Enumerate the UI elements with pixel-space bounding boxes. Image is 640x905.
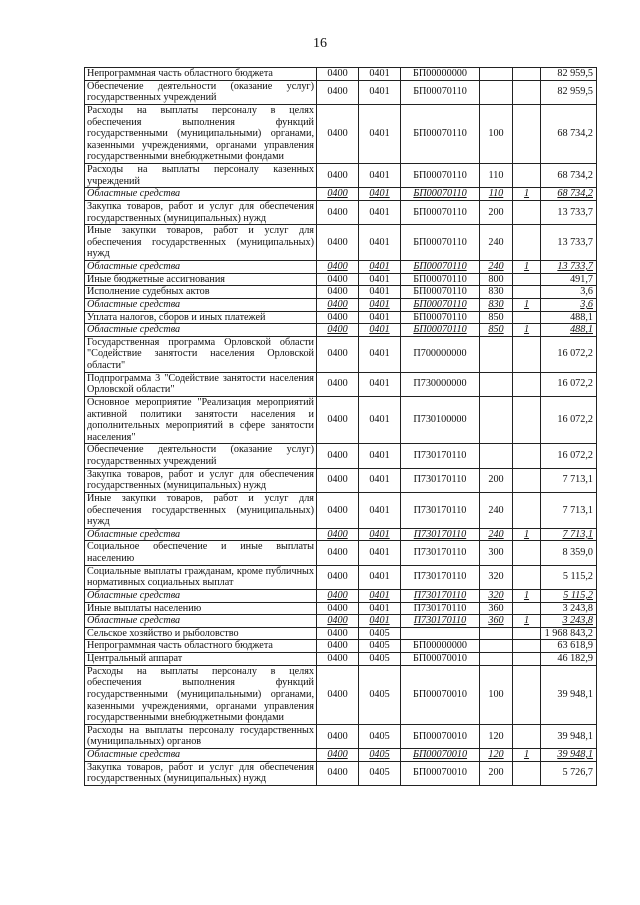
cell-section: 0400 <box>317 68 359 81</box>
cell-subsection: 0401 <box>359 372 401 396</box>
cell-section: 0400 <box>317 724 359 748</box>
cell-expense-type <box>480 336 513 372</box>
cell-target-article: БП00070110 <box>401 261 480 274</box>
cell-target-article: БП00070110 <box>401 80 480 104</box>
cell-subsection: 0401 <box>359 104 401 163</box>
cell-funding-source <box>513 372 541 396</box>
cell-subsection: 0405 <box>359 665 401 724</box>
cell-target-article: П700000000 <box>401 336 480 372</box>
cell-expense-type <box>480 68 513 81</box>
cell-amount: 68 734,2 <box>541 104 597 163</box>
cell-funding-source <box>513 565 541 589</box>
cell-section: 0400 <box>317 273 359 286</box>
cell-section: 0400 <box>317 541 359 565</box>
cell-target-article: БП00070110 <box>401 298 480 311</box>
cell-target-article: БП00070110 <box>401 286 480 299</box>
cell-section: 0400 <box>317 261 359 274</box>
cell-amount: 68 734,2 <box>541 164 597 188</box>
cell-funding-source <box>513 80 541 104</box>
table-row <box>85 665 597 724</box>
cell-amount: 68 734,2 <box>541 188 597 201</box>
cell-amount: 16 072,2 <box>541 396 597 444</box>
cell-name: Иные бюджетные ассигнования <box>85 273 317 286</box>
cell-amount: 5 115,2 <box>541 589 597 602</box>
cell-funding-source: 1 <box>513 261 541 274</box>
cell-target-article: П730170110 <box>401 589 480 602</box>
cell-amount: 13 733,7 <box>541 225 597 261</box>
cell-expense-type: 200 <box>480 468 513 492</box>
cell-name: Социальное обеспечение и иные выплаты населению <box>85 541 317 565</box>
table-row <box>85 761 597 785</box>
cell-subsection: 0401 <box>359 188 401 201</box>
cell-amount: 3 243,8 <box>541 602 597 615</box>
cell-name: Обеспечение деятельности (оказание услуг) государственных учреждений <box>85 80 317 104</box>
cell-section: 0400 <box>317 324 359 337</box>
cell-name: Подпрограмма 3 "Содействие занятости населения Орловской области" <box>85 372 317 396</box>
cell-name: Областные средства <box>85 298 317 311</box>
table-row <box>85 225 597 261</box>
cell-target-article: БП00070110 <box>401 104 480 163</box>
cell-subsection: 0401 <box>359 396 401 444</box>
cell-subsection: 0405 <box>359 640 401 653</box>
cell-target-article: П730170110 <box>401 565 480 589</box>
cell-name: Областные средства <box>85 261 317 274</box>
cell-target-article: БП00070110 <box>401 311 480 324</box>
cell-subsection: 0401 <box>359 200 401 224</box>
table-row <box>85 104 597 163</box>
cell-amount: 3,6 <box>541 286 597 299</box>
cell-section: 0400 <box>317 80 359 104</box>
cell-amount: 16 072,2 <box>541 372 597 396</box>
cell-expense-type <box>480 640 513 653</box>
cell-target-article: БП00070010 <box>401 653 480 666</box>
cell-name: Иные выплаты населению <box>85 602 317 615</box>
cell-subsection: 0401 <box>359 444 401 468</box>
cell-amount: 39 948,1 <box>541 665 597 724</box>
cell-amount: 491,7 <box>541 273 597 286</box>
cell-subsection: 0405 <box>359 653 401 666</box>
cell-expense-type: 360 <box>480 602 513 615</box>
cell-name: Обеспечение деятельности (оказание услуг) государственных учреждений <box>85 444 317 468</box>
cell-subsection: 0401 <box>359 541 401 565</box>
cell-amount: 16 072,2 <box>541 336 597 372</box>
table-row <box>85 541 597 565</box>
cell-expense-type: 120 <box>480 724 513 748</box>
cell-funding-source <box>513 311 541 324</box>
cell-funding-source <box>513 164 541 188</box>
cell-funding-source <box>513 761 541 785</box>
table-row <box>85 286 597 299</box>
cell-amount: 39 948,1 <box>541 749 597 762</box>
cell-amount: 82 959,5 <box>541 68 597 81</box>
cell-funding-source: 1 <box>513 528 541 541</box>
cell-target-article: П730170110 <box>401 492 480 528</box>
cell-section: 0400 <box>317 311 359 324</box>
cell-funding-source <box>513 602 541 615</box>
cell-name: Центральный аппарат <box>85 653 317 666</box>
cell-subsection: 0401 <box>359 261 401 274</box>
cell-subsection: 0401 <box>359 225 401 261</box>
cell-subsection: 0401 <box>359 298 401 311</box>
table-row <box>85 298 597 311</box>
cell-subsection: 0401 <box>359 336 401 372</box>
cell-section: 0400 <box>317 615 359 628</box>
cell-section: 0400 <box>317 665 359 724</box>
cell-section: 0400 <box>317 444 359 468</box>
cell-name: Расходы на выплаты персоналу казенных учреждений <box>85 164 317 188</box>
cell-funding-source <box>513 104 541 163</box>
cell-expense-type <box>480 653 513 666</box>
cell-target-article: БП00000000 <box>401 640 480 653</box>
cell-amount: 7 713,1 <box>541 468 597 492</box>
cell-name: Непрограммная часть областного бюджета <box>85 640 317 653</box>
cell-subsection: 0405 <box>359 627 401 640</box>
cell-expense-type: 200 <box>480 200 513 224</box>
cell-target-article: П730170110 <box>401 602 480 615</box>
cell-section: 0400 <box>317 104 359 163</box>
cell-funding-source <box>513 444 541 468</box>
cell-name: Сельское хозяйство и рыболовство <box>85 627 317 640</box>
cell-target-article: П730170110 <box>401 444 480 468</box>
cell-subsection: 0401 <box>359 565 401 589</box>
cell-section: 0400 <box>317 164 359 188</box>
table-row <box>85 749 597 762</box>
cell-name: Исполнение судебных актов <box>85 286 317 299</box>
cell-funding-source: 1 <box>513 615 541 628</box>
table-row <box>85 311 597 324</box>
table-row <box>85 602 597 615</box>
cell-subsection: 0405 <box>359 749 401 762</box>
cell-expense-type: 800 <box>480 273 513 286</box>
cell-amount: 3,6 <box>541 298 597 311</box>
cell-subsection: 0401 <box>359 311 401 324</box>
cell-expense-type <box>480 627 513 640</box>
cell-name: Непрограммная часть областного бюджета <box>85 68 317 81</box>
table-row <box>85 444 597 468</box>
cell-expense-type <box>480 80 513 104</box>
cell-expense-type: 110 <box>480 188 513 201</box>
cell-amount: 5 115,2 <box>541 565 597 589</box>
cell-target-article: П730000000 <box>401 372 480 396</box>
cell-expense-type: 240 <box>480 261 513 274</box>
cell-target-article: БП00070110 <box>401 164 480 188</box>
page-number: 16 <box>313 36 327 51</box>
table-row <box>85 164 597 188</box>
cell-name: Закупка товаров, работ и услуг для обеспечения государственных (муниципальных) нужд <box>85 200 317 224</box>
cell-target-article: П730170110 <box>401 528 480 541</box>
cell-subsection: 0401 <box>359 615 401 628</box>
cell-section: 0400 <box>317 286 359 299</box>
cell-amount: 16 072,2 <box>541 444 597 468</box>
cell-funding-source <box>513 273 541 286</box>
cell-name: Областные средства <box>85 188 317 201</box>
cell-amount: 7 713,1 <box>541 528 597 541</box>
cell-subsection: 0405 <box>359 761 401 785</box>
cell-section: 0400 <box>317 640 359 653</box>
cell-target-article: П730170110 <box>401 615 480 628</box>
cell-section: 0400 <box>317 589 359 602</box>
cell-name: Расходы на выплаты персоналу государственных (муниципальных) органов <box>85 724 317 748</box>
cell-section: 0400 <box>317 492 359 528</box>
cell-amount: 46 182,9 <box>541 653 597 666</box>
table-row <box>85 273 597 286</box>
cell-expense-type: 240 <box>480 492 513 528</box>
cell-amount: 488,1 <box>541 311 597 324</box>
cell-target-article: БП00070110 <box>401 200 480 224</box>
table-row <box>85 336 597 372</box>
cell-subsection: 0401 <box>359 164 401 188</box>
table-row <box>85 468 597 492</box>
cell-amount: 488,1 <box>541 324 597 337</box>
table-row <box>85 589 597 602</box>
cell-target-article: П730170110 <box>401 468 480 492</box>
cell-subsection: 0401 <box>359 589 401 602</box>
cell-expense-type: 240 <box>480 225 513 261</box>
cell-name: Государственная программа Орловской области "Содействие занятости населения Орловской области" <box>85 336 317 372</box>
cell-expense-type <box>480 372 513 396</box>
table-row <box>85 565 597 589</box>
cell-amount: 8 359,0 <box>541 541 597 565</box>
cell-amount: 82 959,5 <box>541 80 597 104</box>
cell-expense-type: 850 <box>480 311 513 324</box>
cell-section: 0400 <box>317 225 359 261</box>
cell-target-article: БП00070010 <box>401 724 480 748</box>
table-row <box>85 188 597 201</box>
cell-name: Областные средства <box>85 749 317 762</box>
cell-funding-source <box>513 665 541 724</box>
table-row <box>85 324 597 337</box>
table-row <box>85 68 597 81</box>
cell-target-article <box>401 627 480 640</box>
cell-target-article: П730100000 <box>401 396 480 444</box>
cell-expense-type: 300 <box>480 541 513 565</box>
table-row <box>85 627 597 640</box>
cell-funding-source <box>513 200 541 224</box>
cell-subsection: 0401 <box>359 468 401 492</box>
cell-target-article: БП00000000 <box>401 68 480 81</box>
budget-table-body <box>85 68 597 786</box>
cell-funding-source <box>513 653 541 666</box>
cell-funding-source <box>513 627 541 640</box>
cell-amount: 7 713,1 <box>541 492 597 528</box>
cell-funding-source <box>513 724 541 748</box>
table-row <box>85 724 597 748</box>
table-row <box>85 653 597 666</box>
cell-section: 0400 <box>317 602 359 615</box>
cell-subsection: 0401 <box>359 68 401 81</box>
cell-name: Иные закупки товаров, работ и услуг для обеспечения государственных (муниципальных) нужд <box>85 492 317 528</box>
cell-section: 0400 <box>317 200 359 224</box>
cell-subsection: 0401 <box>359 273 401 286</box>
cell-expense-type: 120 <box>480 749 513 762</box>
cell-amount: 3 243,8 <box>541 615 597 628</box>
cell-name: Областные средства <box>85 324 317 337</box>
cell-funding-source <box>513 640 541 653</box>
cell-section: 0400 <box>317 749 359 762</box>
table-row <box>85 200 597 224</box>
cell-expense-type: 320 <box>480 565 513 589</box>
cell-expense-type: 360 <box>480 615 513 628</box>
cell-section: 0400 <box>317 528 359 541</box>
cell-section: 0400 <box>317 627 359 640</box>
cell-subsection: 0401 <box>359 528 401 541</box>
cell-funding-source <box>513 336 541 372</box>
cell-target-article: БП00070010 <box>401 749 480 762</box>
cell-target-article: БП00070010 <box>401 665 480 724</box>
table-row <box>85 492 597 528</box>
cell-target-article: БП00070110 <box>401 225 480 261</box>
cell-section: 0400 <box>317 396 359 444</box>
cell-subsection: 0401 <box>359 80 401 104</box>
cell-section: 0400 <box>317 372 359 396</box>
cell-subsection: 0401 <box>359 324 401 337</box>
cell-expense-type: 200 <box>480 761 513 785</box>
cell-amount: 39 948,1 <box>541 724 597 748</box>
cell-expense-type <box>480 444 513 468</box>
cell-expense-type: 100 <box>480 104 513 163</box>
cell-target-article: БП00070110 <box>401 324 480 337</box>
cell-name: Расходы на выплаты персоналу в целях обеспечения выполнения функций государственными (муниципальными) органами, казенными учреждениями, органами управления государственными внебюджетными фондами <box>85 665 317 724</box>
cell-amount: 1 968 843,2 <box>541 627 597 640</box>
cell-subsection: 0401 <box>359 602 401 615</box>
table-row <box>85 80 597 104</box>
table-row <box>85 396 597 444</box>
cell-funding-source: 1 <box>513 589 541 602</box>
cell-name: Иные закупки товаров, работ и услуг для обеспечения государственных (муниципальных) нужд <box>85 225 317 261</box>
cell-name: Областные средства <box>85 615 317 628</box>
cell-funding-source <box>513 225 541 261</box>
cell-expense-type <box>480 396 513 444</box>
cell-expense-type: 830 <box>480 286 513 299</box>
cell-section: 0400 <box>317 336 359 372</box>
cell-name: Закупка товаров, работ и услуг для обеспечения государственных (муниципальных) нужд <box>85 761 317 785</box>
table-row <box>85 615 597 628</box>
cell-expense-type: 830 <box>480 298 513 311</box>
cell-subsection: 0401 <box>359 286 401 299</box>
cell-section: 0400 <box>317 565 359 589</box>
table-row <box>85 261 597 274</box>
cell-funding-source <box>513 468 541 492</box>
budget-table <box>84 67 597 786</box>
cell-section: 0400 <box>317 653 359 666</box>
cell-expense-type: 850 <box>480 324 513 337</box>
cell-target-article: БП00070110 <box>401 273 480 286</box>
cell-amount: 63 618,9 <box>541 640 597 653</box>
cell-funding-source: 1 <box>513 188 541 201</box>
cell-funding-source <box>513 396 541 444</box>
cell-name: Уплата налогов, сборов и иных платежей <box>85 311 317 324</box>
cell-amount: 5 726,7 <box>541 761 597 785</box>
cell-funding-source <box>513 68 541 81</box>
cell-target-article: БП00070010 <box>401 761 480 785</box>
cell-expense-type: 110 <box>480 164 513 188</box>
cell-expense-type: 100 <box>480 665 513 724</box>
cell-section: 0400 <box>317 298 359 311</box>
cell-subsection: 0401 <box>359 492 401 528</box>
cell-section: 0400 <box>317 188 359 201</box>
cell-funding-source: 1 <box>513 298 541 311</box>
cell-funding-source: 1 <box>513 324 541 337</box>
cell-funding-source <box>513 541 541 565</box>
cell-funding-source <box>513 492 541 528</box>
cell-target-article: БП00070110 <box>401 188 480 201</box>
cell-amount: 13 733,7 <box>541 200 597 224</box>
cell-name: Основное мероприятие "Реализация мероприятий активной политики занятости населения и дополнительных мероприятий в сфере занятости населения" <box>85 396 317 444</box>
cell-funding-source: 1 <box>513 749 541 762</box>
table-row <box>85 640 597 653</box>
table-row <box>85 528 597 541</box>
cell-funding-source <box>513 286 541 299</box>
cell-target-article: П730170110 <box>401 541 480 565</box>
cell-expense-type: 320 <box>480 589 513 602</box>
cell-expense-type: 240 <box>480 528 513 541</box>
cell-name: Областные средства <box>85 589 317 602</box>
cell-name: Закупка товаров, работ и услуг для обеспечения государственных (муниципальных) нужд <box>85 468 317 492</box>
cell-section: 0400 <box>317 468 359 492</box>
cell-subsection: 0405 <box>359 724 401 748</box>
table-row <box>85 372 597 396</box>
cell-name: Областные средства <box>85 528 317 541</box>
cell-name: Социальные выплаты гражданам, кроме публичных нормативных социальных выплат <box>85 565 317 589</box>
cell-name: Расходы на выплаты персоналу в целях обеспечения выполнения функций государственными (муниципальными) органами, казенными учреждениями, органами управления государственными внебюджетными фондами <box>85 104 317 163</box>
cell-amount: 13 733,7 <box>541 261 597 274</box>
cell-section: 0400 <box>317 761 359 785</box>
